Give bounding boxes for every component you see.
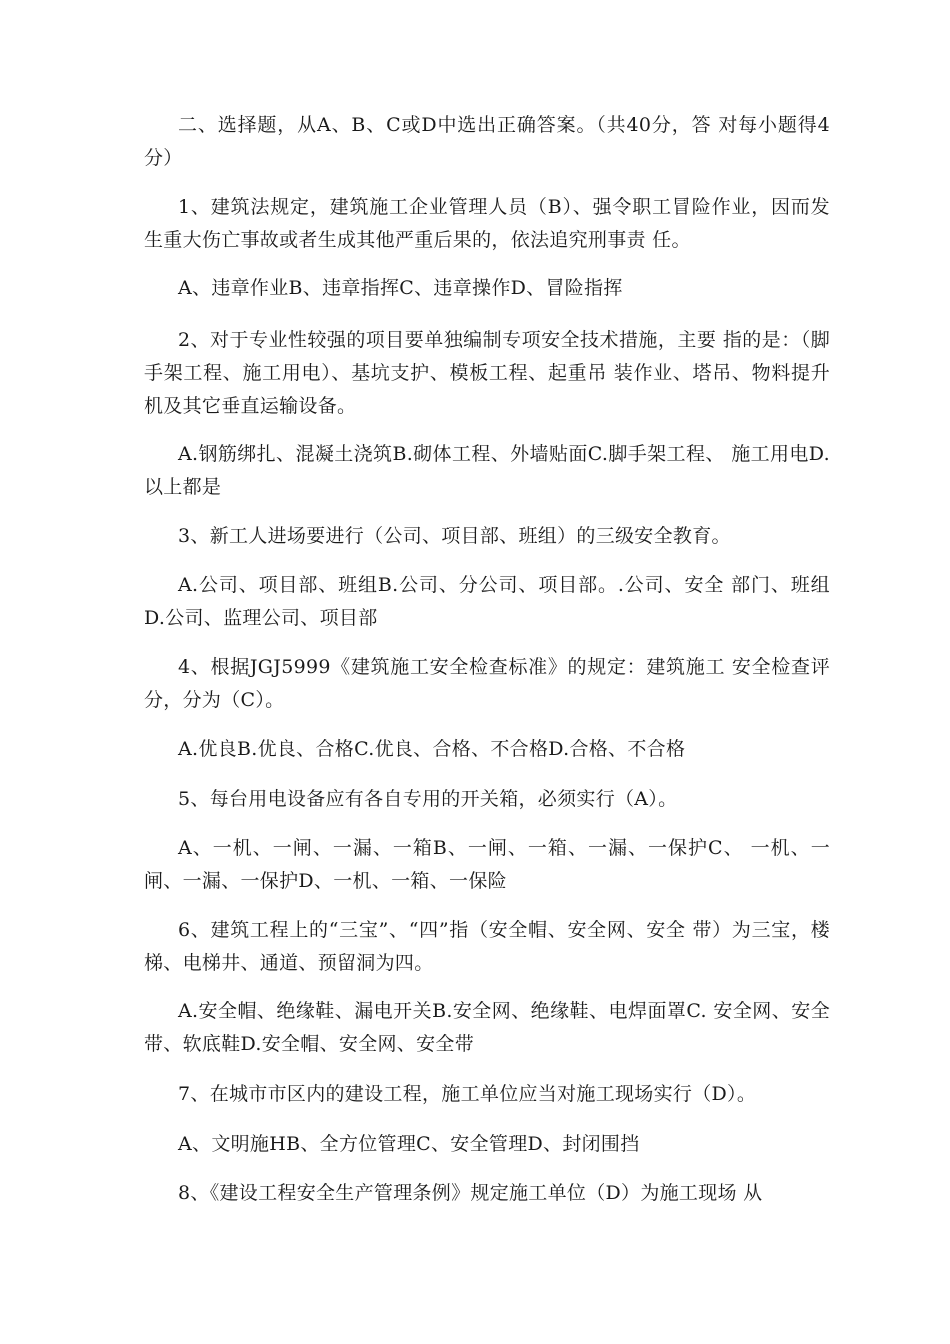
question-1: 1、建筑法规定，建筑施工企业管理人员（B）、强令职工冒险作业，因而发生重大伤亡事故或者生成其他严重后果的，依法追究刑事责 任。 bbox=[144, 196, 830, 251]
question-7: 7、在城市市区内的建设工程，施工单位应当对施工现场实行（D）。 bbox=[178, 1083, 757, 1105]
question-4: 4、根据JGJ5999《建筑施工安全检查标准》的规定：建筑施工 安全检查评分，分为（C）。 bbox=[144, 656, 830, 711]
question-5: 5、每台用电设备应有各自专用的开关箱，必须实行（A）。 bbox=[178, 788, 678, 810]
question-6: 6、建筑工程上的“三宝”、“四”指（安全帽、安全网、安全 带）为三宝，楼梯、电梯井、通道、预留洞为四。 bbox=[144, 919, 830, 974]
question-7-options: A、文明施HB、全方位管理C、安全管理D、封闭围挡 bbox=[178, 1133, 640, 1155]
question-6-options: A.安全帽、绝缘鞋、漏电开关B.安全网、绝缘鞋、电焊面罩C. 安全网、安全带、软底鞋D.安全帽、安全网、安全带 bbox=[144, 1000, 830, 1055]
question-2: 2、对于专业性较强的项目要单独编制专项安全技术措施，主要 指的是：（脚手架工程、施工用电）、基坑支护、模板工程、起重吊 装作业、塔吊、物料提升机及其它垂直运输设备。 bbox=[144, 329, 830, 417]
question-8: 8、《建设工程安全生产管理条例》规定施工单位（D）为施工现场 从 bbox=[178, 1182, 763, 1204]
question-3-options: A.公司、项目部、班组B.公司、分公司、项目部。.公司、安全 部门、班组D.公司、监理公司、项目部 bbox=[144, 574, 830, 629]
question-3: 3、新工人进场要进行（公司、项目部、班组）的三级安全教育。 bbox=[178, 525, 731, 547]
question-2-options: A.钢筋绑扎、混凝土浇筑B.砌体工程、外墙贴面C.脚手架工程、 施工用电D.以上都是 bbox=[144, 443, 830, 498]
question-1-options: A、违章作业B、违章指挥C、违章操作D、冒险指挥 bbox=[178, 277, 623, 299]
question-5-options: A、一机、一闸、一漏、一箱B、一闸、一箱、一漏、一保护C、 一机、一闸、一漏、一保护D、一机、一箱、一保险 bbox=[144, 837, 830, 892]
question-4-options: A.优良B.优良、合格C.优良、合格、不合格D.合格、不合格 bbox=[178, 738, 686, 760]
section-heading: 二、选择题，从A、B、C或D中选出正确答案。（共40分，答 对每小题得4分） bbox=[144, 114, 830, 169]
